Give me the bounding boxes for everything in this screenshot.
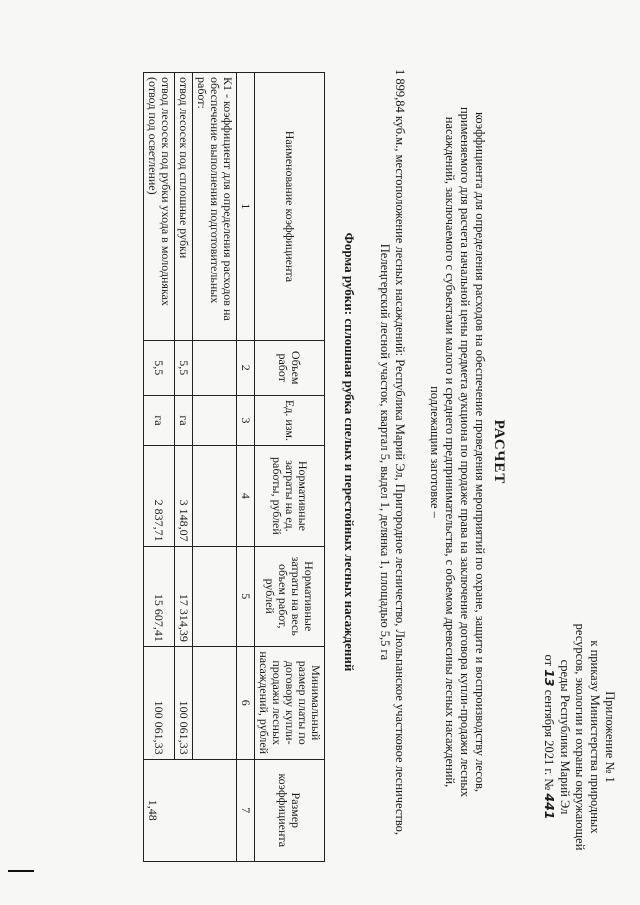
row-cost-unit: 2 837,71 [144, 446, 175, 546]
row-cost-total: 15 607,41 [144, 546, 175, 646]
document-title: РАСЧЕТ [491, 419, 507, 485]
header-coefficient: Размер коэффициента [255, 759, 325, 861]
row-unit: га [175, 395, 193, 446]
coefficient-table [143, 72, 325, 862]
header-cost-total: Нормативные затраты на весь объем работ, рублей [255, 546, 325, 646]
header-unit: Ед. изм. [255, 395, 325, 446]
appendix-line: Приложение № 1 [603, 691, 617, 783]
column-number: 7 [237, 759, 255, 861]
table-header-row [255, 73, 325, 862]
row-name: отвод лесосек под сплошные рубки [175, 73, 193, 341]
row-volume: 5,5 [144, 340, 175, 395]
column-number-row [237, 73, 255, 862]
column-number: 2 [237, 340, 255, 395]
table-row [144, 73, 175, 862]
row-name: отвод лесосек под рубки ухода в молодняках (отвод под осветление) [144, 73, 175, 341]
section-row [193, 73, 237, 862]
column-number: 3 [237, 395, 255, 446]
column-number: 1 [237, 73, 255, 341]
margin-mark [8, 870, 34, 872]
header-volume: Объем работ [255, 340, 325, 395]
column-number: 5 [237, 546, 255, 646]
row-min-payment: 100 061,33 [144, 646, 175, 759]
row-volume: 5,5 [175, 340, 193, 395]
appendix-date-line [541, 612, 557, 862]
appendix-line: ресурсов, экологии и охраны окружающей [573, 623, 587, 851]
document-subtitle: коэффициента для определения расходов на обеспечение проведения мероприятий по охране, защите и воспроизводству лесов, применяемого для расчета начальной цены предмета аукциона по продаже права на заключение договора купли-продажи лесных насаждений, заключаемого с субъектами малого и среднего предпринимательства, с объемом древесины лесных насаждений, подлежащим заготовке – [428, 106, 487, 798]
appendix-date-mid: сентября 2021 г. № [542, 686, 556, 794]
document-sheet [25, 12, 625, 892]
forest-location: 1 899,84 куб.м., местоположение лесных насаждений: Республика Марий Эл, Пригородное лесничество, Люльпанское участковое лесничество, Пелеңгерский лесной участок, квартал 5, выдел 1, делянка 1, площадью 5,5 га [378, 68, 407, 836]
felling-form: Форма рубки: сплошная рубка спелых и перестойных лесных насаждений [342, 232, 357, 672]
header-name: Наименование коэффициента [255, 73, 325, 341]
table-row [175, 73, 193, 862]
coefficient-value: 1,48 [144, 759, 237, 861]
row-unit: га [144, 395, 175, 446]
appendix-block [541, 612, 617, 862]
appendix-date-prefix: от [542, 654, 556, 670]
appendix-line: среды Республики Марий Эл [558, 659, 572, 815]
row-cost-unit: 3 148,07 [175, 446, 193, 546]
header-min-payment: Минимальный размер платы по договору купли-продажи лесных насаждений, рублей [255, 646, 325, 759]
row-cost-total: 17 314,39 [175, 546, 193, 646]
appendix-line: к приказу Министерства природных [588, 640, 602, 834]
row-min-payment: 100 061,33 [175, 646, 193, 759]
header-cost-unit: Нормативные затраты на ед. работы, рублей [255, 446, 325, 546]
handwritten-order-number: 441 [542, 793, 557, 820]
column-number: 6 [237, 646, 255, 759]
column-number: 4 [237, 446, 255, 546]
section-title: К1 - коэффициент для определения расходов на обеспечение выполнения подготовительных работ: [193, 73, 237, 341]
handwritten-day: 13 [542, 669, 557, 687]
